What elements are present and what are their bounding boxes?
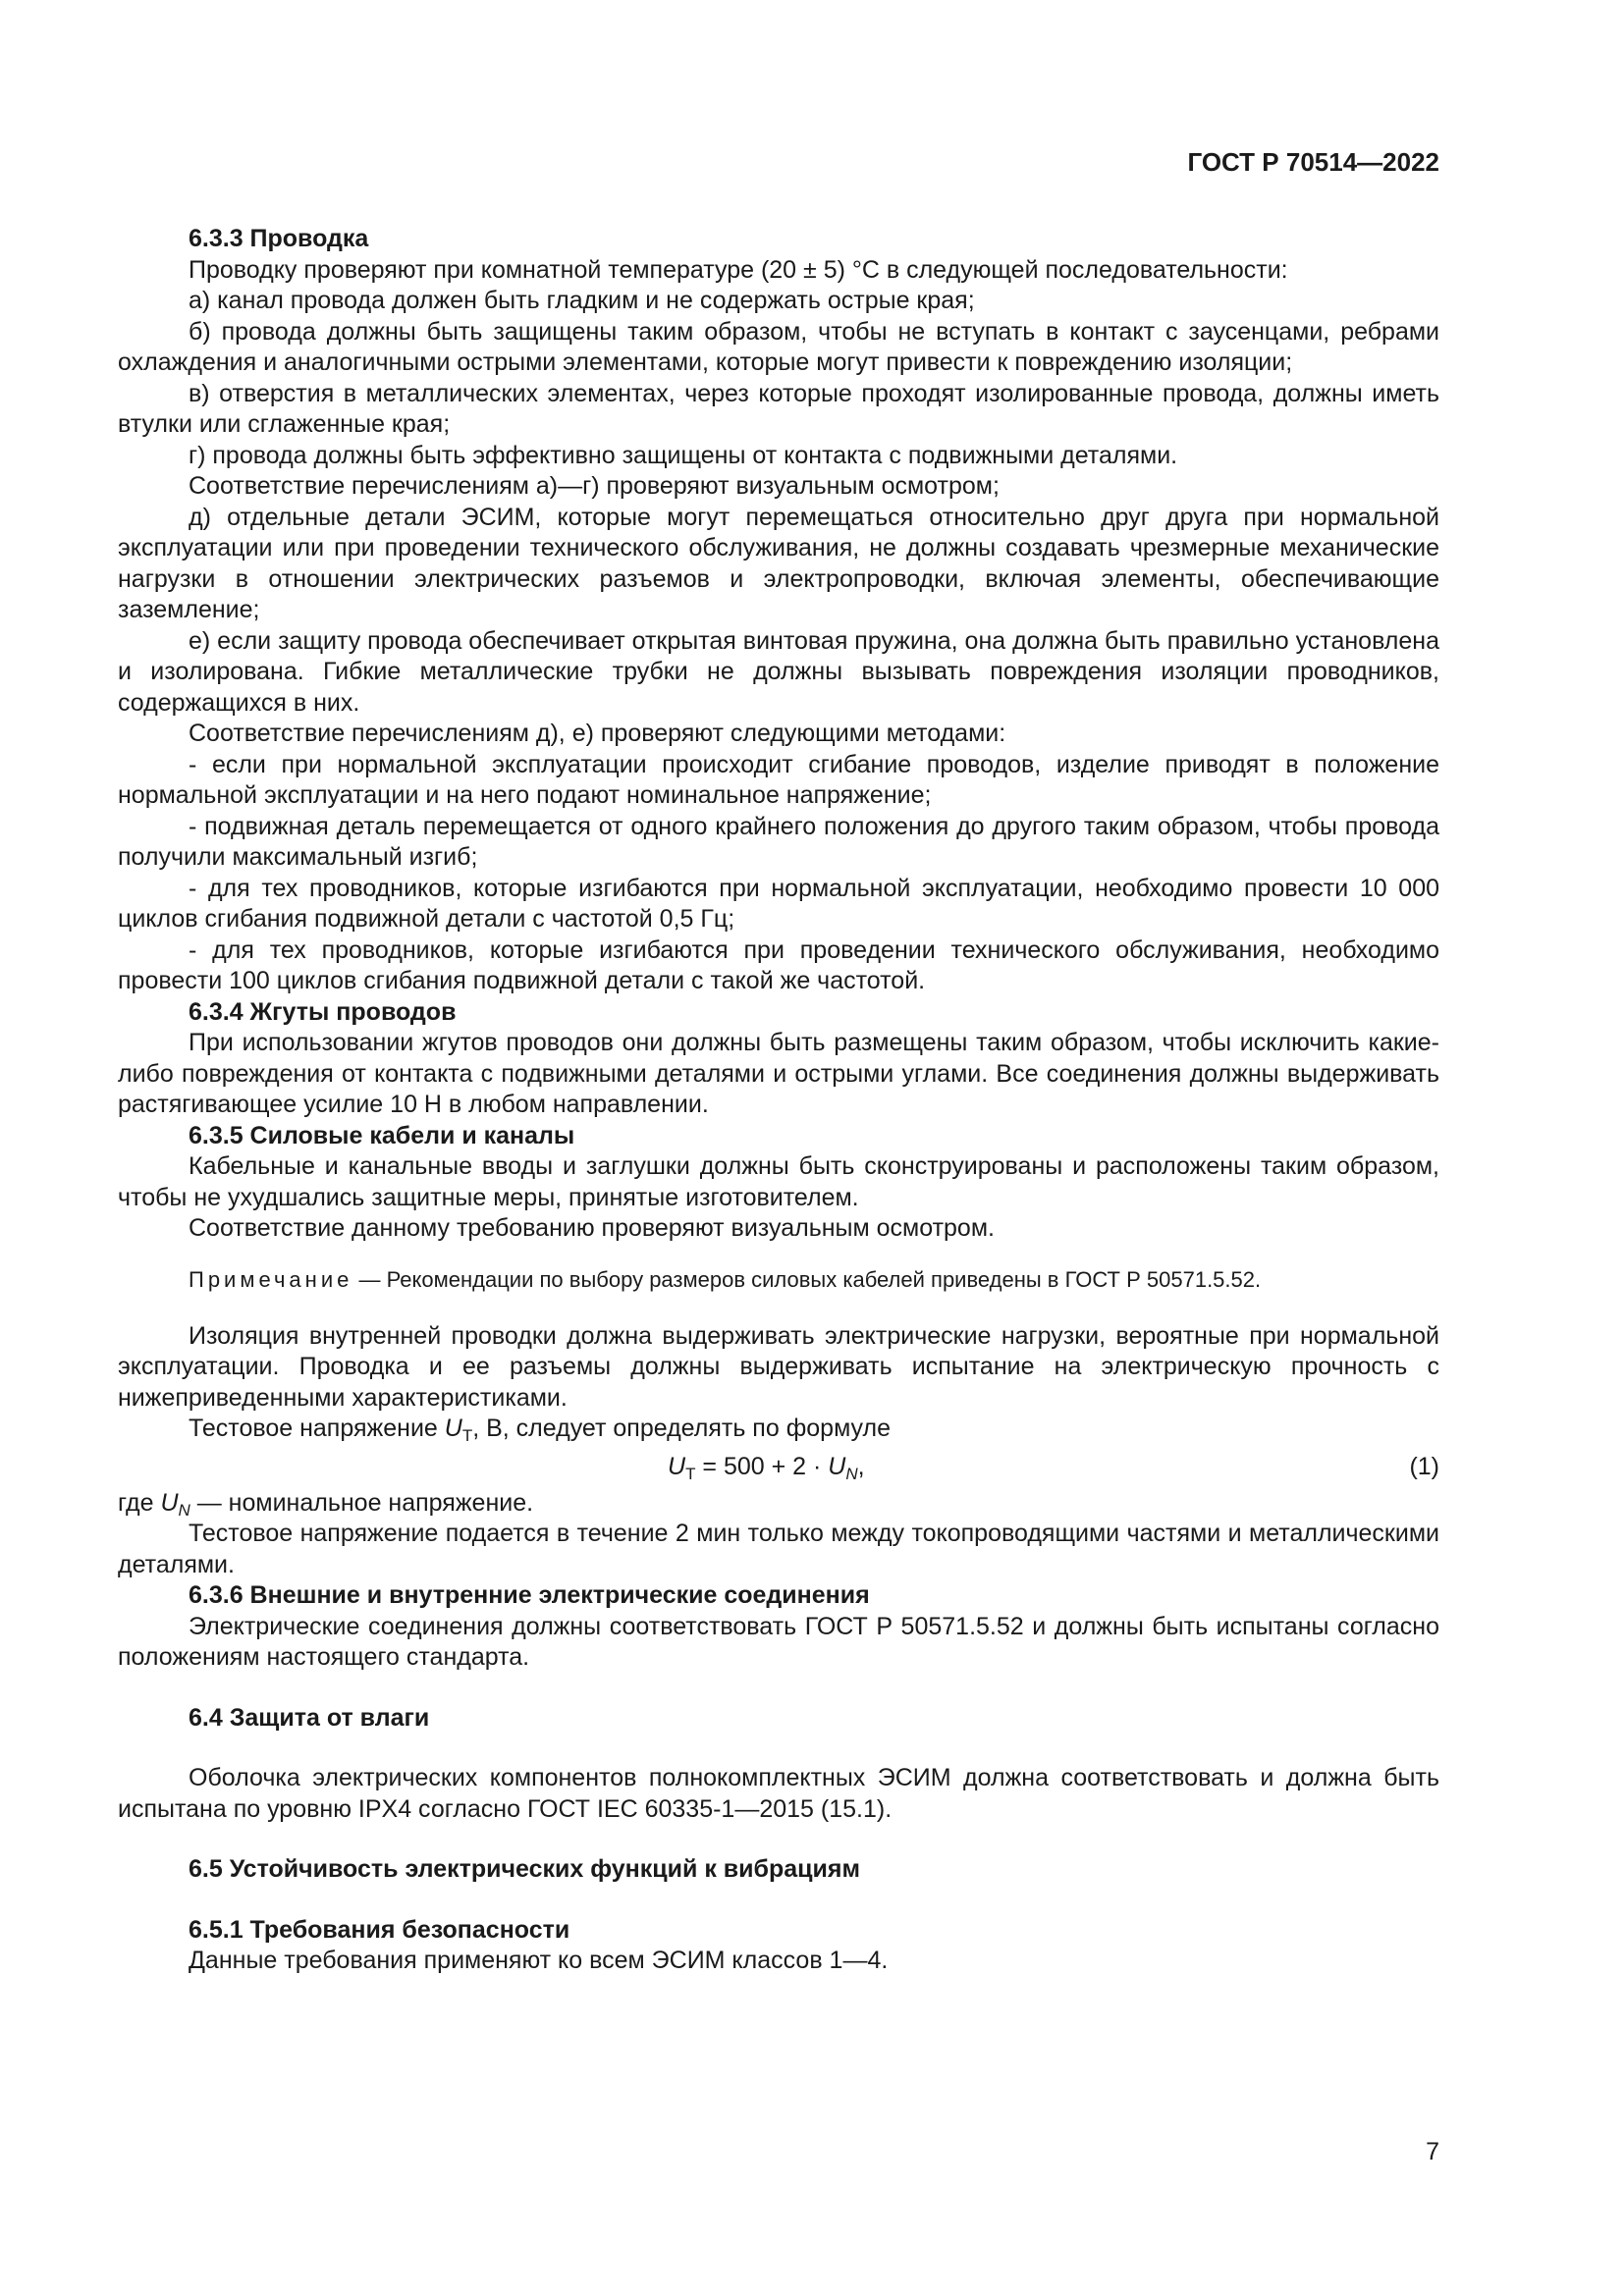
list-item: е) если защиту провода обеспечивает открытая винтовая пружина, она должна быть правильно установлена и изолирована. Гибкие металлические трубки не должны вызывать повреждения изоляции проводников, содержащихся в них. xyxy=(118,626,1439,717)
subscript: T xyxy=(461,1426,473,1445)
text-run: , xyxy=(857,1452,865,1480)
text-run: = 500 + 2 · xyxy=(695,1452,829,1480)
document-page xyxy=(118,0,1439,2296)
list-item: - для тех проводников, которые изгибаются при нормальной эксплуатации, необходимо провести 10 000 циклов сгибания подвижной детали с частотой 0,5 Гц; xyxy=(118,874,1439,933)
paragraph xyxy=(118,1488,1439,1520)
text-run: Тестовое напряжение xyxy=(189,1415,445,1442)
list-item: - если при нормальной эксплуатации происходит сгибание проводов, изделие приводят в положение нормальной эксплуатации и на него подают номинальное напряжение; xyxy=(118,750,1439,809)
subscript: N xyxy=(845,1464,858,1483)
paragraph: Данные требования применяют ко всем ЭСИМ классов 1—4. xyxy=(189,1947,889,1974)
list-item: б) провода должны быть защищены таким образом, чтобы не вступать в контакт с заусенцами, ребрами охлаждения и аналогичными острыми элементами, которые могут привести к повреждению изоляции; xyxy=(118,317,1439,376)
section-heading-6-3-6: 6.3.6 Внешние и внутренние электрические соединения xyxy=(189,1581,870,1609)
section-heading-6-5-1: 6.5.1 Требования безопасности xyxy=(189,1915,570,1944)
document-code: ГОСТ Р 70514—2022 xyxy=(1187,147,1439,177)
list-item: - для тех проводников, которые изгибаются при проведении технического обслуживания, необходимо провести 100 циклов сгибания подвижной детали с такой же частотой. xyxy=(118,935,1439,994)
section-heading-6-4: 6.4 Защита от влаги xyxy=(189,1703,430,1732)
section-heading-6-3-4: 6.3.4 Жгуты проводов xyxy=(189,997,457,1026)
subscript: N xyxy=(178,1500,190,1520)
paragraph xyxy=(118,1414,1439,1445)
note-prefix: Примечание xyxy=(189,1266,353,1292)
section-heading-6-5: 6.5 Устойчивость электрических функций к вибрациям xyxy=(189,1855,860,1883)
list-item: а) канал провода должен быть гладким и не содержать острые края; xyxy=(189,287,975,314)
paragraph: Электрические соединения должны соответствовать ГОСТ Р 50571.5.52 и должны быть испытаны согласно положениям настоящего стандарта. xyxy=(118,1612,1439,1671)
paragraph: Тестовое напряжение подается в течение 2 мин только между токопроводящими частями и металлическими деталями. xyxy=(118,1520,1439,1578)
paragraph: Кабельные и канальные вводы и заглушки должны быть сконструированы и расположены таким образом, чтобы не ухудшались защитные меры, принятые изготовителем. xyxy=(118,1152,1439,1211)
list-item: г) провода должны быть эффективно защищены от контакта с подвижными деталями. xyxy=(189,441,1178,469)
note xyxy=(118,1266,1439,1294)
paragraph: Соответствие перечислениям а)—г) проверяют визуальным осмотром; xyxy=(189,472,1000,500)
section-heading-6-3-5: 6.3.5 Силовые кабели и каналы xyxy=(189,1121,575,1149)
document-body xyxy=(118,224,1439,1977)
paragraph: Оболочка электрических компонентов полнокомплектных ЭСИМ должна соответствовать и должна быть испытана по уровню IPX4 согласно ГОСТ IEC 60335-1—2015 (15.1). xyxy=(118,1764,1439,1823)
list-item: - подвижная деталь перемещается от одного крайнего положения до другого таким образом, чтобы провода получили максимальный изгиб; xyxy=(118,812,1439,871)
paragraph: Соответствие данному требованию проверяют визуальным осмотром. xyxy=(189,1214,995,1242)
variable: U xyxy=(444,1415,462,1442)
formula-number: (1) xyxy=(1409,1452,1439,1480)
variable: U xyxy=(668,1452,686,1480)
text-run: — номинальное напряжение. xyxy=(189,1488,534,1517)
paragraph: При использовании жгутов проводов они должны быть размещены таким образом, чтобы исключить какие-либо повреждения от контакта с подвижными деталями и острыми углами. Все соединения должны выдерживать растягивающее усилие 10 Н в любом направлении. xyxy=(118,1029,1439,1118)
variable: U xyxy=(828,1452,846,1480)
text-run: , В, следует определять по формуле xyxy=(472,1415,891,1442)
formula xyxy=(118,1445,1439,1488)
formula-expression xyxy=(668,1445,865,1488)
subscript: T xyxy=(685,1464,696,1483)
list-item: д) отдельные детали ЭСИМ, которые могут перемещаться относительно друг друга при нормальной эксплуатации или при проведении технического обслуживания, не должны создавать чрезмерные механические нагрузки в отношении электрических разъемов и электропроводки, включая элементы, обеспечивающие заземление; xyxy=(118,503,1439,623)
paragraph: Соответствие перечислениям д), е) проверяют следующими методами: xyxy=(189,720,1006,747)
paragraph: Изоляция внутренней проводки должна выдерживать электрические нагрузки, вероятные при нормальной эксплуатации. Проводка и ее разъемы должны выдерживать испытание на электрическую прочность с нижеприведенными характеристиками. xyxy=(118,1321,1439,1412)
page-number: 7 xyxy=(1426,2138,1439,2165)
note-text: — Рекомендации по выбору размеров силовых кабелей приведены в ГОСТ Р 50571.5.52. xyxy=(352,1266,1262,1292)
section-heading-6-3-3: 6.3.3 Проводка xyxy=(189,225,369,252)
list-item: в) отверстия в металлических элементах, через которые проходят изолированные провода, должны иметь втулки или сглаженные края; xyxy=(118,379,1439,438)
variable: U xyxy=(160,1488,179,1517)
paragraph: Проводку проверяют при комнатной температуре (20 ± 5) °С в следующей последовательности: xyxy=(189,255,1288,284)
text-run: где xyxy=(118,1488,161,1517)
